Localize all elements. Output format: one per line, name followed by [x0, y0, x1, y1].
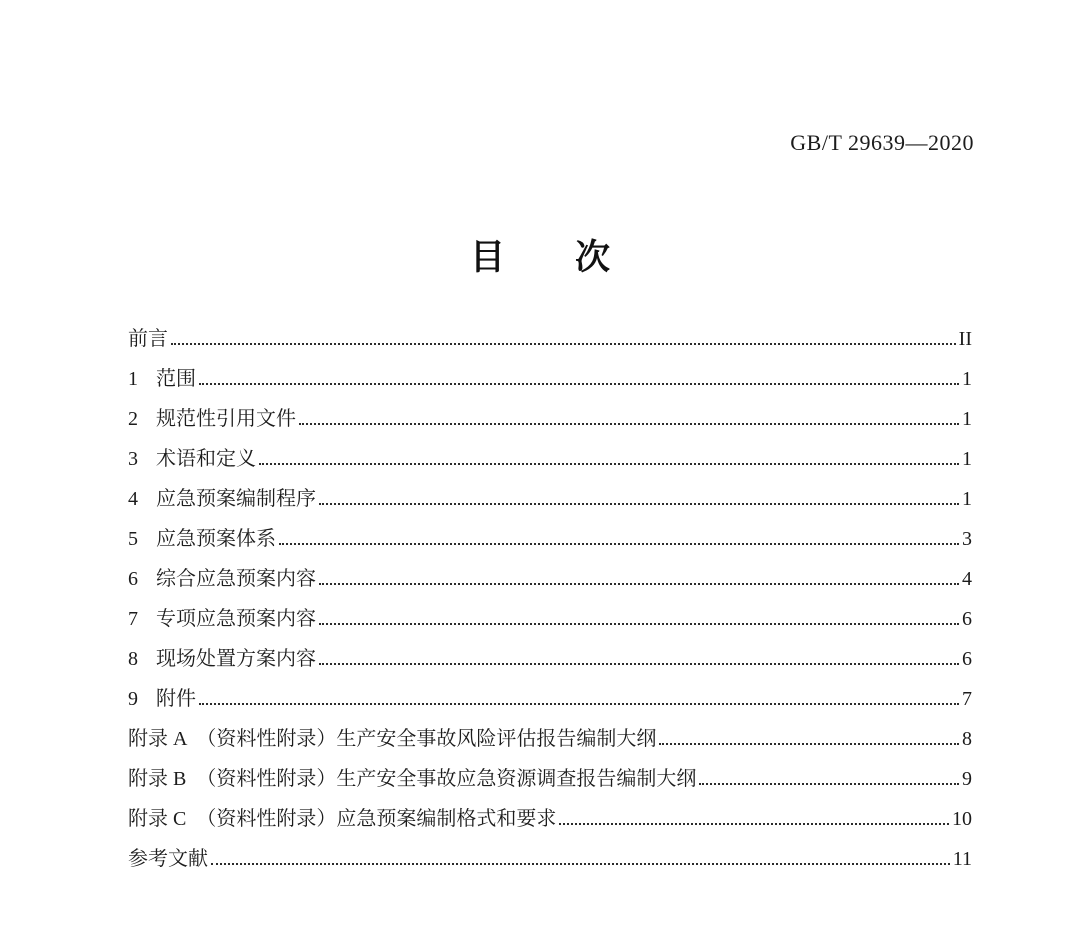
toc-dotted-leader — [279, 543, 959, 545]
toc-entry — [128, 442, 972, 482]
toc-entry-label: 应急预案体系 — [156, 528, 276, 550]
toc-entry-page: 1 — [962, 368, 972, 390]
toc-dotted-leader — [259, 463, 959, 465]
toc-entry — [128, 642, 972, 682]
toc-entry-page: 3 — [962, 528, 972, 550]
toc-entry-number: 5 — [128, 528, 138, 550]
toc-dotted-leader — [699, 783, 959, 785]
toc-entry-number: 1 — [128, 368, 138, 390]
toc-entry-number: 8 — [128, 648, 138, 670]
toc-entry-label: 综合应急预案内容 — [156, 568, 316, 590]
toc-entry-number: 4 — [128, 488, 138, 510]
toc-entry-number: 3 — [128, 448, 138, 470]
toc-entry-number: 9 — [128, 688, 138, 710]
toc-entry-label: 前言 — [128, 328, 168, 350]
toc-entry-label: 规范性引用文件 — [156, 408, 296, 430]
toc-entry-page: 6 — [962, 608, 972, 630]
toc-entry-page: 11 — [952, 848, 972, 870]
toc-entry-page: 6 — [962, 648, 972, 670]
toc-entry — [128, 682, 972, 722]
toc-dotted-leader — [319, 663, 959, 665]
toc-entry-label: 术语和定义 — [156, 448, 256, 470]
toc-entry — [128, 482, 972, 522]
toc-entry-label: 附件 — [156, 688, 196, 710]
toc-dotted-leader — [319, 583, 959, 585]
toc-entry — [128, 562, 972, 602]
toc-entry — [128, 842, 972, 882]
toc-entry-page: 7 — [962, 688, 972, 710]
toc-entry-label: 附录 B （资料性附录）生产安全事故应急资源调查报告编制大纲 — [128, 768, 697, 790]
toc-entry-number: 2 — [128, 408, 138, 430]
toc-entry-page: 1 — [962, 488, 972, 510]
toc-entry-label: 现场处置方案内容 — [156, 648, 316, 670]
toc-dotted-leader — [211, 863, 950, 865]
toc-entry-number: 7 — [128, 608, 138, 630]
toc-entry — [128, 722, 972, 762]
toc-dotted-leader — [319, 503, 959, 505]
toc-entry-page: 1 — [962, 408, 972, 430]
toc-entry — [128, 802, 972, 842]
toc-entry — [128, 602, 972, 642]
toc-entry — [128, 362, 972, 402]
toc-dotted-leader — [319, 623, 959, 625]
toc-entry — [128, 402, 972, 442]
toc-dotted-leader — [659, 743, 959, 745]
toc-entry-page: 8 — [962, 728, 972, 750]
toc-entry-label: 附录 A （资料性附录）生产安全事故风险评估报告编制大纲 — [128, 728, 657, 750]
toc-list — [128, 322, 972, 882]
standard-code: GB/T 29639—2020 — [790, 130, 974, 155]
toc-dotted-leader — [299, 423, 959, 425]
toc-entry — [128, 522, 972, 562]
toc-entry-page: 10 — [952, 808, 972, 830]
toc-dotted-leader — [559, 823, 949, 825]
toc-entry-label: 专项应急预案内容 — [156, 608, 316, 630]
toc-dotted-leader — [171, 343, 956, 345]
toc-dotted-leader — [199, 703, 959, 705]
toc-entry — [128, 322, 972, 362]
toc-entry-label: 应急预案编制程序 — [156, 488, 316, 510]
toc-entry-number: 6 — [128, 568, 138, 590]
toc-title: 目 次 — [469, 238, 610, 277]
toc-entry-page: 1 — [962, 448, 972, 470]
toc-entry-page: 9 — [962, 768, 972, 790]
toc-entry — [128, 762, 972, 802]
toc-entry-label: 范围 — [156, 368, 196, 390]
toc-entry-label: 附录 C （资料性附录）应急预案编制格式和要求 — [128, 808, 557, 830]
toc-entry-label: 参考文献 — [128, 848, 208, 870]
toc-entry-page: II — [958, 328, 972, 350]
toc-dotted-leader — [199, 383, 959, 385]
toc-entry-page: 4 — [962, 568, 972, 590]
